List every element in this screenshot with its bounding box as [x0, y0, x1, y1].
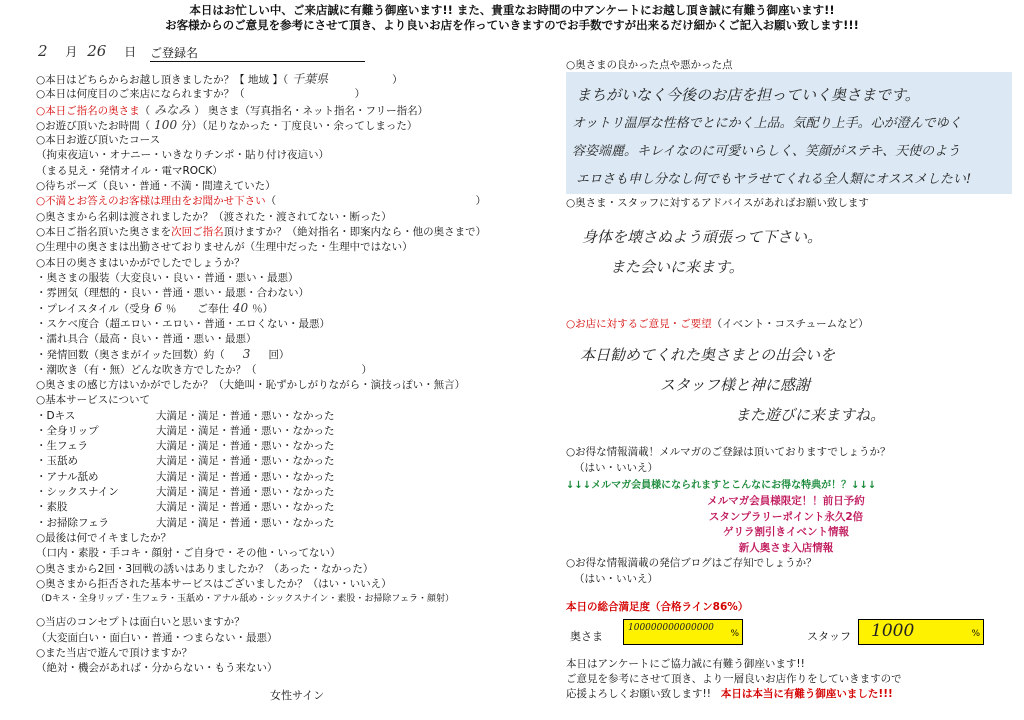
thanks-line-3: 応援よろしくお願い致します!!	[566, 688, 711, 700]
service-row	[36, 454, 556, 469]
q-business-card: ○奥さまから名刺は渡されましたか？（渡された・渡されてない・断った）	[36, 210, 392, 223]
q-area-text: ○本日はどちらからお越し頂きましたか？【 地域 】（	[36, 74, 289, 86]
q-refused-options: （Dキス・全身リップ・生フェラ・玉舐め・アナル舐め・シックスナイン・素股・お掃除フェラ・顔射）	[36, 594, 454, 605]
blog-question: ○お得な情報満載の発信ブログはご存知でしょうか？	[566, 557, 817, 569]
header-line-1: 本日はお忙しい中、ご来店誠に有難う御座います!! また、貴重なお時間の中アンケートにお越し頂き誠に有難う御座います!!	[189, 3, 835, 17]
q-second-round: ○奥さまから2回・3回戦の誘いはありましたか？（あった・なかった）	[36, 562, 374, 575]
benefit-item: メルマガ会員様限定！！前日予約	[707, 495, 865, 507]
service-scale: 大満足・満足・普通・悪い・なかった	[156, 409, 335, 422]
wife-satisfaction-value: 100000000000000	[628, 623, 714, 633]
wife-satisfaction-label: 奥さま	[570, 630, 603, 643]
q-visit-close: ）	[354, 88, 366, 101]
q-area-close: ）	[392, 74, 403, 86]
staff-percent: %	[971, 629, 980, 639]
thanks-line	[566, 687, 1016, 702]
service-name: ・素股	[36, 501, 68, 514]
q-course-options-a: （拘束夜這い・オナニー・いきなりチンポ・貼り付け夜這い）	[36, 149, 330, 162]
q-climax-post: 回）	[268, 349, 290, 362]
good-bad-line: エロさも申し分なし何でもヤラせてくれる全人類にオススメしたい!	[576, 172, 972, 187]
q-course-options-b: （まる見え・発情オイル・電マROCK）	[36, 164, 223, 177]
q-return: ○また当店で遊んで頂けますか？	[36, 646, 193, 659]
service-scale: 大満足・満足・普通・悪い・なかった	[156, 440, 335, 453]
benefits-list	[566, 494, 1006, 556]
q-next-b: 頂けますか？（絶対指名・即案内なら・他の奥さまで）	[223, 225, 487, 238]
header	[0, 3, 1024, 33]
service-row	[36, 500, 556, 515]
q-complaint-rest: （ ）	[265, 195, 487, 208]
q-concept-options: （大変面白い・面白い・普通・つまらない・最悪）	[36, 631, 278, 644]
q-time-rest: 分）（足りなかった・丁度良い・余ってしまった）	[181, 119, 418, 132]
service-scale: 大満足・満足・普通・悪い・なかった	[156, 470, 335, 483]
wife-satisfaction-field[interactable]	[623, 619, 743, 645]
advice-line: 身体を壊さぬよう頑張って下さい。	[582, 228, 823, 246]
q-wife-eval: ○本日の奥さまはいかがでしたでしょうか？	[36, 256, 245, 269]
q-squirt: ・潮吹き（有・無）どんな吹き方でしたか？（ ）	[36, 363, 372, 376]
service-name: ・アナル舐め	[36, 470, 99, 483]
services-list	[36, 409, 556, 531]
day-unit: 日	[124, 45, 137, 59]
date-row	[38, 42, 136, 60]
q-lewdness: ・スケベ度合（超エロい・エロい・普通・エロくない・最悪）	[36, 317, 330, 330]
benefit-item: ゲリラ割引きイベント情報	[723, 526, 849, 538]
blog-answer[interactable]: （はい・いいえ）	[574, 573, 658, 585]
good-bad-line: まちがいなく今後のお店を担っていく奥さまです。	[576, 86, 920, 104]
opinion-line: 本日勧めてくれた奥さまとの出会いを	[580, 346, 836, 364]
service-name: ・お掃除フェラ	[36, 516, 109, 529]
benefit-item: 新人奥さま入店情報	[738, 541, 834, 554]
q-next-red: 次回ご指名	[171, 225, 224, 238]
opinion-title	[566, 317, 869, 332]
service-name: ・生フェラ	[36, 440, 88, 453]
climax-count-answer[interactable]: 3	[242, 347, 251, 362]
q-period: ○生理中の奥さまは出勤させておりませんが（生理中だった・生理中ではない）	[36, 241, 413, 254]
service-name: ・シックスナイン	[36, 486, 119, 499]
q-reaction: ○奥さまの感じ方はいかがでしたか？（大絶叫・恥ずかしがりながら・演技っぽい・無言）	[36, 378, 466, 391]
service-scale: 大満足・満足・普通・悪い・なかった	[156, 424, 335, 437]
q-outfit: ・奥さまの服装（大変良い・良い・普通・悪い・最悪）	[36, 271, 299, 284]
advice-line: また会いに来ます。	[610, 258, 744, 276]
q-wife-paren: （	[139, 104, 151, 117]
service-row	[36, 439, 556, 454]
q-play-style	[36, 301, 556, 316]
thanks-line: 本日はアンケートにご協力誠に有難う御座います!!	[566, 658, 805, 670]
q-visit-text: ○本日は何度目のご来店になられますか？（	[36, 88, 245, 101]
month-unit: 月	[65, 45, 78, 59]
q-finish: ○最後は何でイキましたか？	[36, 531, 172, 544]
service-row	[36, 424, 556, 439]
thanks-block	[566, 657, 1016, 702]
q-atmosphere: ・雰囲気（理想的・良い・普通・悪い・最悪・合わない）	[36, 287, 309, 300]
q-wait-pose: ○待ちポーズ（良い・普通・不満・間違えていた）	[36, 180, 276, 193]
q-course: ○本日お遊び頂いたコース	[36, 134, 161, 147]
q-next-nomination	[36, 225, 556, 240]
service-scale: 大満足・満足・普通・悪い・なかった	[156, 486, 335, 499]
q-wife-name	[36, 103, 556, 118]
q-play-pre: ・プレイスタイル（受身	[36, 303, 151, 316]
questions-column	[36, 72, 556, 677]
thanks-line: ご意見を参考にさせて頂き、より一層良いお店作りをしていきますので	[566, 673, 902, 685]
opinion-title-red: ○お店に対するご意見・ご要望	[566, 318, 712, 330]
spacer	[36, 607, 556, 615]
signature-label: 女性サイン	[270, 689, 325, 702]
q-concept: ○当店のコンセプトは面白いと思いますか？	[36, 616, 245, 629]
q-basic-services: ○基本サービスについて	[36, 394, 150, 407]
q-time	[36, 118, 556, 133]
service-scale: 大満足・満足・普通・悪い・なかった	[156, 501, 335, 514]
area-answer[interactable]: 千葉県	[292, 72, 329, 86]
q-climax-count	[36, 347, 556, 362]
q-complaint	[36, 194, 556, 209]
q-complaint-label: ○不満とお答えのお客様は理由をお聞かせ下さい	[36, 195, 266, 208]
service-scale: 大満足・満足・普通・悪い・なかった	[156, 516, 335, 529]
service-row	[36, 516, 556, 531]
service-row	[36, 409, 556, 424]
q-time-text: ○お遊び頂いたお時間（	[36, 119, 151, 132]
month-value: 2	[38, 42, 48, 60]
passive-percent[interactable]: 6	[154, 301, 162, 316]
q-visit-count	[36, 87, 556, 102]
q-play-mid: ％ ご奉仕	[165, 303, 229, 316]
service-name: ・玉舐め	[36, 455, 78, 468]
opinion-line: スタッフ様と神に感謝	[660, 376, 811, 394]
registered-name-label: ご登録名	[150, 46, 199, 60]
q-wife-label: ○本日ご指名の奥さま	[36, 104, 140, 117]
registered-name-field[interactable]	[150, 44, 365, 62]
advice-title: ○奥さま・スタッフに対するアドバイスがあればお願い致します	[566, 197, 869, 209]
q-finish-options: （口内・素股・手コキ・顔射・ご自身で・その他・いってない）	[36, 547, 341, 560]
opinion-line: また遊びに来ますね。	[735, 406, 886, 424]
time-answer[interactable]: 100	[154, 117, 178, 132]
wife-percent: %	[730, 629, 739, 639]
service-name: ・全身リップ	[36, 424, 99, 437]
service-row	[36, 485, 556, 500]
wife-name-answer[interactable]: みなみ	[154, 102, 191, 117]
mailmag-promo: ↓↓↓メルマガ会員様になられますとこんなにお得な特典が！？↓↓↓	[566, 480, 877, 491]
q-area	[36, 72, 556, 87]
staff-satisfaction-label: スタッフ	[807, 630, 851, 643]
q-refused-service: ○奥さまから拒否された基本サービスはございましたか？（はい・いいえ）	[36, 577, 392, 590]
q-next-a: ○本日ご指名頂いた奥さまを	[36, 225, 172, 238]
satisfaction-title: 本日の総合満足度（合格ライン86%）	[566, 601, 749, 613]
day-value: 26	[87, 42, 107, 60]
good-bad-line: オットリ温厚な性格でとにかく上品。気配り上手。心が澄んでゆく	[572, 116, 962, 131]
benefit-item: スタンプラリーポイント永久2倍	[708, 510, 864, 523]
opinion-title-rest: （イベント・コスチュームなど）	[711, 318, 869, 330]
staff-satisfaction-field[interactable]	[858, 619, 984, 645]
service-row	[36, 470, 556, 485]
q-wife-rest: ） 奥さま（写真指名・ネット指名・フリー指名）	[194, 104, 429, 117]
header-line-2: お客様からのご意見を参考にさせて頂き、より良いお店を作っていきますのでお手数ですが出来るだけ細かくご記入お願い致します!!!	[165, 18, 859, 32]
q-wetness: ・濡れ具合（最高・良い・普通・悪い・最悪）	[36, 333, 257, 346]
staff-satisfaction-value: 1000	[871, 621, 915, 641]
service-name: ・Dキス	[36, 409, 76, 422]
q-climax-pre: ・発情回数（奥さまがイッた回数）約（	[36, 349, 225, 362]
mailmag-question: ○お得な情報満載！メルマガのご登録は頂いておりますでしょうか？	[566, 446, 891, 458]
mailmag-answer[interactable]: （はい・いいえ）	[574, 462, 658, 474]
good-bad-box[interactable]	[566, 72, 1012, 194]
q-play-post: ％）	[252, 303, 274, 316]
good-bad-line: 容姿端麗。キレイなのに可愛いらしく、笑顔がステキ、天使のよう	[572, 144, 961, 159]
service-percent[interactable]: 40	[232, 301, 249, 316]
good-bad-title: ○奥さまの良かった点や悪かった点	[566, 59, 733, 71]
q-return-options: （絶対・機会があれば・分からない・もう来ない）	[36, 662, 278, 675]
service-scale: 大満足・満足・普通・悪い・なかった	[156, 455, 335, 468]
thanks-line-red: 本日は本当に有難う御座いました!!!	[720, 688, 893, 700]
